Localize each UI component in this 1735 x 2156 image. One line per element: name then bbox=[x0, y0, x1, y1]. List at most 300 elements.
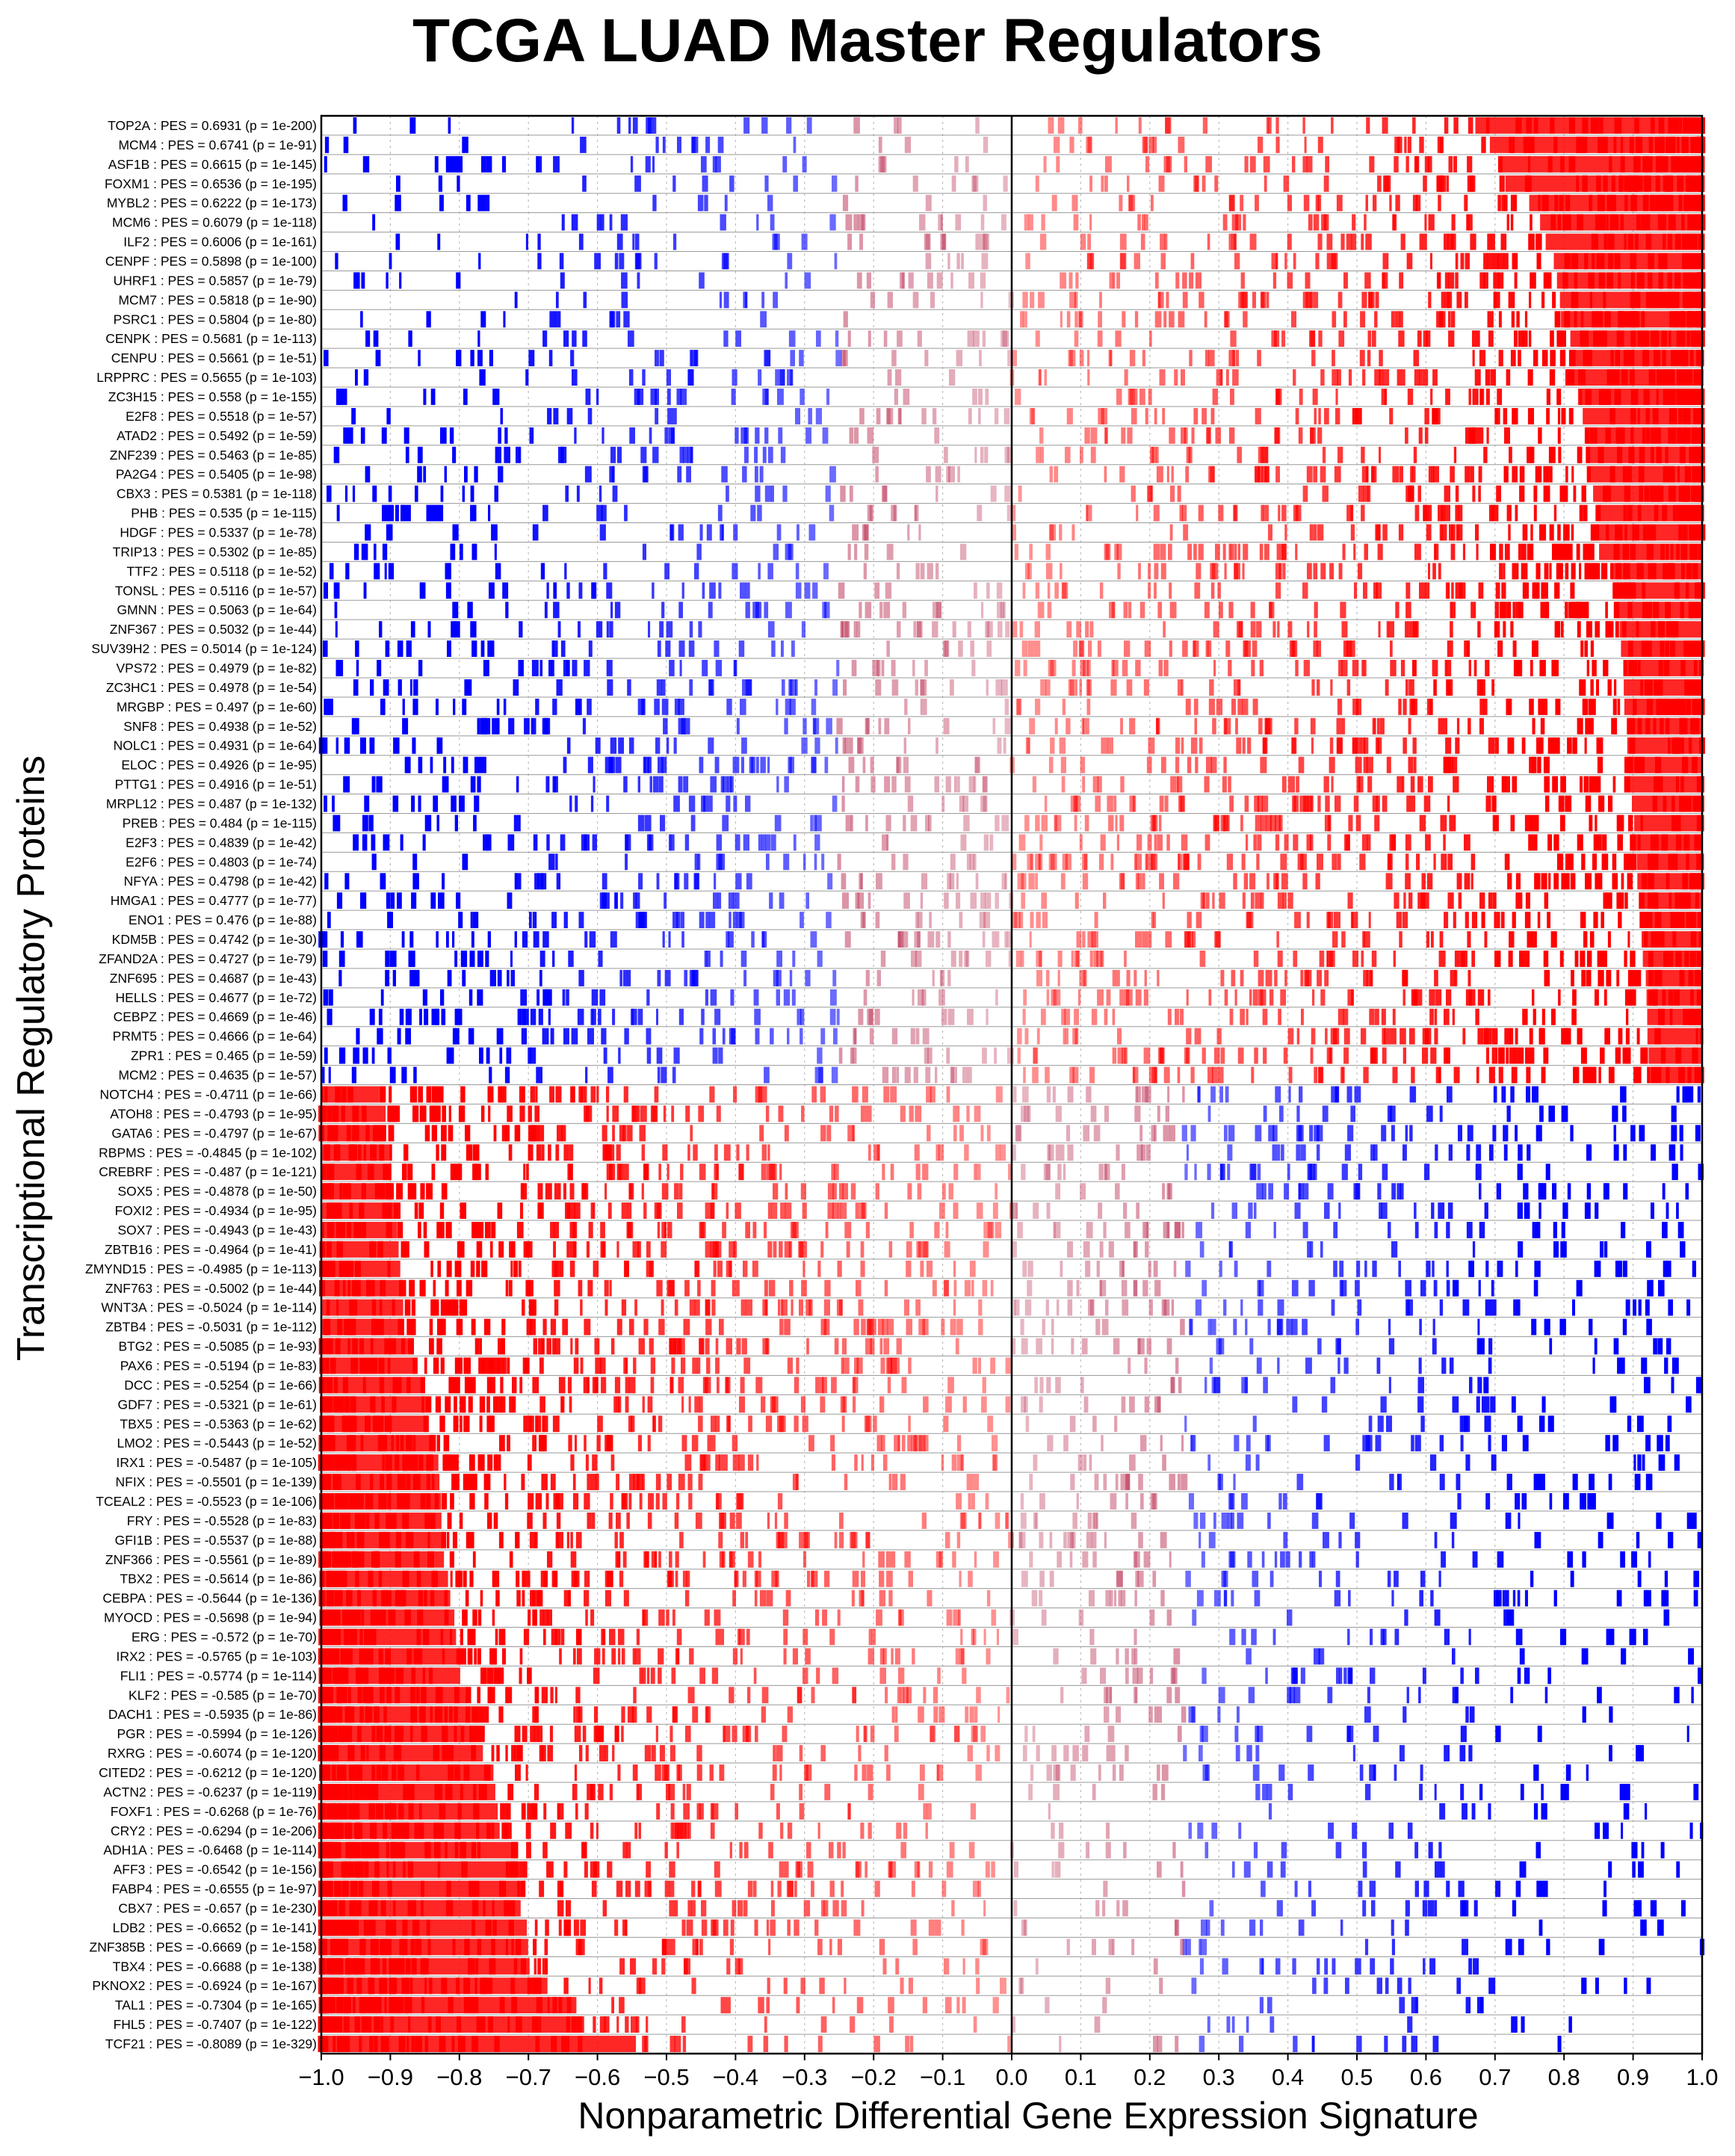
target-tick bbox=[462, 970, 466, 986]
enrichment-band bbox=[1640, 912, 1702, 928]
target-tick bbox=[864, 563, 867, 579]
target-tick bbox=[1530, 1028, 1533, 1045]
target-tick bbox=[790, 970, 792, 986]
target-tick bbox=[1505, 776, 1510, 793]
target-tick bbox=[481, 1105, 485, 1122]
target-tick bbox=[674, 738, 677, 754]
target-tick bbox=[1104, 1009, 1108, 1025]
target-tick bbox=[1258, 137, 1263, 153]
target-tick bbox=[942, 234, 945, 250]
target-tick bbox=[362, 815, 368, 832]
target-tick bbox=[1267, 873, 1269, 889]
target-tick bbox=[1486, 1048, 1489, 1064]
target-tick bbox=[1577, 602, 1582, 618]
target-tick bbox=[1455, 951, 1459, 967]
target-tick bbox=[1131, 486, 1136, 502]
target-tick bbox=[995, 815, 999, 832]
target-tick bbox=[1467, 931, 1470, 948]
target-tick bbox=[908, 718, 911, 735]
target-tick bbox=[1486, 1028, 1492, 1045]
target-tick bbox=[1429, 214, 1435, 231]
target-tick bbox=[522, 1087, 524, 1103]
target-tick bbox=[1266, 970, 1272, 986]
target-tick bbox=[330, 563, 334, 579]
target-tick bbox=[547, 408, 551, 424]
target-tick bbox=[1226, 369, 1229, 386]
target-tick bbox=[903, 892, 910, 909]
target-tick bbox=[1133, 1067, 1135, 1084]
target-tick bbox=[632, 234, 634, 250]
target-tick bbox=[383, 834, 390, 850]
target-tick bbox=[457, 176, 460, 192]
target-tick bbox=[1048, 582, 1051, 599]
target-tick bbox=[1447, 291, 1453, 308]
target-tick bbox=[624, 505, 628, 522]
target-tick bbox=[1395, 602, 1399, 618]
target-tick bbox=[1532, 1087, 1538, 1103]
target-tick bbox=[926, 253, 932, 270]
target-tick bbox=[741, 738, 747, 754]
target-tick bbox=[995, 679, 1002, 696]
target-tick bbox=[1110, 679, 1116, 696]
target-tick bbox=[371, 834, 376, 850]
target-tick bbox=[1397, 137, 1402, 153]
target-tick bbox=[1494, 1087, 1497, 1103]
enrichment-band bbox=[1621, 640, 1702, 657]
target-tick bbox=[1061, 1009, 1066, 1025]
target-tick bbox=[1440, 525, 1443, 541]
target-tick bbox=[816, 408, 822, 424]
target-tick bbox=[557, 873, 560, 889]
target-tick bbox=[1398, 330, 1404, 347]
target-tick bbox=[1581, 1048, 1587, 1064]
target-tick bbox=[1536, 738, 1542, 754]
target-tick bbox=[805, 970, 810, 986]
target-tick bbox=[944, 447, 948, 463]
target-tick bbox=[324, 350, 329, 366]
target-tick bbox=[1497, 389, 1502, 405]
target-tick bbox=[1598, 834, 1602, 850]
target-tick bbox=[1284, 525, 1287, 541]
target-tick bbox=[646, 1028, 652, 1045]
target-tick bbox=[1539, 660, 1546, 676]
target-tick bbox=[1313, 466, 1317, 483]
target-tick bbox=[1352, 699, 1358, 715]
target-tick bbox=[1407, 253, 1413, 270]
target-tick bbox=[1587, 660, 1589, 676]
target-tick bbox=[1196, 563, 1201, 579]
target-tick bbox=[649, 834, 654, 850]
target-tick bbox=[1424, 892, 1429, 909]
target-tick bbox=[933, 408, 936, 424]
target-tick bbox=[441, 1125, 447, 1141]
target-tick bbox=[412, 738, 415, 754]
target-tick bbox=[1636, 970, 1641, 986]
target-tick bbox=[1124, 602, 1128, 618]
target-tick bbox=[1507, 1105, 1511, 1122]
target-tick bbox=[1524, 563, 1527, 579]
target-tick bbox=[1451, 525, 1456, 541]
target-tick bbox=[1536, 1125, 1542, 1141]
target-tick bbox=[671, 1105, 674, 1122]
target-tick bbox=[389, 253, 392, 270]
target-tick bbox=[1352, 660, 1359, 676]
target-tick bbox=[1041, 214, 1045, 231]
target-tick bbox=[993, 718, 996, 735]
target-tick bbox=[957, 776, 960, 793]
target-tick bbox=[680, 660, 682, 676]
target-tick bbox=[446, 156, 452, 173]
target-tick bbox=[903, 815, 906, 832]
target-tick bbox=[1199, 738, 1203, 754]
target-tick bbox=[1476, 544, 1479, 560]
target-tick bbox=[1042, 912, 1048, 928]
target-tick bbox=[1046, 970, 1050, 986]
target-tick bbox=[932, 621, 938, 637]
target-tick bbox=[1544, 951, 1549, 967]
target-tick bbox=[760, 311, 767, 327]
target-tick bbox=[431, 389, 436, 405]
enrichment-band bbox=[1572, 350, 1702, 366]
target-tick bbox=[1149, 1067, 1152, 1084]
target-tick bbox=[870, 776, 875, 793]
target-tick bbox=[865, 1105, 872, 1122]
target-tick bbox=[1317, 427, 1322, 444]
target-tick bbox=[1288, 621, 1293, 637]
target-tick bbox=[761, 931, 767, 948]
target-tick bbox=[1408, 137, 1411, 153]
target-tick bbox=[1435, 1009, 1438, 1025]
target-tick bbox=[883, 1087, 889, 1103]
target-tick bbox=[624, 1028, 628, 1045]
target-tick bbox=[847, 1125, 854, 1141]
target-tick bbox=[1332, 776, 1334, 793]
target-tick bbox=[545, 602, 548, 618]
target-tick bbox=[664, 563, 669, 579]
target-tick bbox=[1577, 718, 1583, 735]
target-tick bbox=[680, 912, 684, 928]
target-tick bbox=[1444, 1009, 1450, 1025]
target-tick bbox=[1603, 660, 1608, 676]
target-tick bbox=[996, 931, 999, 948]
target-tick bbox=[811, 757, 816, 773]
target-tick bbox=[1414, 544, 1421, 560]
target-tick bbox=[1577, 834, 1583, 850]
target-tick bbox=[1095, 931, 1098, 948]
target-tick bbox=[1608, 679, 1612, 696]
target-tick bbox=[950, 853, 956, 870]
target-tick bbox=[354, 718, 359, 735]
target-tick bbox=[1080, 660, 1086, 676]
target-tick bbox=[474, 757, 481, 773]
target-tick bbox=[1633, 1067, 1639, 1084]
target-tick bbox=[1057, 989, 1061, 1006]
target-tick bbox=[702, 582, 705, 599]
target-tick bbox=[1494, 291, 1497, 308]
target-tick bbox=[673, 234, 676, 250]
target-tick bbox=[1002, 873, 1006, 889]
target-tick bbox=[1124, 951, 1127, 967]
target-tick bbox=[1358, 776, 1364, 793]
target-tick bbox=[1117, 1028, 1122, 1045]
target-tick bbox=[351, 408, 356, 424]
target-tick bbox=[803, 853, 805, 870]
target-tick bbox=[1139, 389, 1145, 405]
target-tick bbox=[770, 1028, 774, 1045]
target-tick bbox=[1565, 563, 1569, 579]
target-tick bbox=[1101, 408, 1107, 424]
target-tick bbox=[790, 369, 793, 386]
target-tick bbox=[663, 137, 666, 153]
target-tick bbox=[1367, 757, 1373, 773]
target-tick bbox=[868, 330, 871, 347]
target-tick bbox=[1178, 1067, 1181, 1084]
target-tick bbox=[560, 272, 565, 288]
target-tick bbox=[1488, 892, 1493, 909]
target-tick bbox=[453, 1028, 456, 1045]
target-tick bbox=[835, 253, 838, 270]
target-tick bbox=[474, 466, 477, 483]
target-tick bbox=[1695, 1125, 1701, 1141]
target-tick bbox=[1116, 389, 1122, 405]
target-tick bbox=[339, 1048, 345, 1064]
target-tick bbox=[1378, 544, 1383, 560]
target-tick bbox=[1604, 989, 1607, 1006]
target-tick bbox=[1623, 1144, 1627, 1161]
target-tick bbox=[1375, 525, 1380, 541]
target-tick bbox=[777, 525, 782, 541]
target-tick bbox=[674, 1048, 680, 1064]
target-tick bbox=[1409, 796, 1416, 812]
target-tick bbox=[1251, 1067, 1254, 1084]
target-tick bbox=[670, 834, 675, 850]
target-tick bbox=[1243, 892, 1246, 909]
target-tick bbox=[1461, 253, 1465, 270]
target-tick bbox=[707, 525, 712, 541]
target-tick bbox=[1101, 738, 1107, 754]
target-tick bbox=[737, 718, 740, 735]
target-tick bbox=[1074, 214, 1079, 231]
target-tick bbox=[925, 1067, 930, 1084]
target-tick bbox=[981, 214, 985, 231]
target-tick bbox=[1547, 389, 1550, 405]
target-tick bbox=[816, 330, 821, 347]
target-tick bbox=[1320, 466, 1326, 483]
target-tick bbox=[1178, 853, 1180, 870]
target-tick bbox=[1346, 234, 1352, 250]
target-tick bbox=[1018, 873, 1024, 889]
target-tick bbox=[1382, 272, 1388, 288]
target-tick bbox=[1342, 621, 1348, 637]
target-tick bbox=[1509, 1048, 1515, 1064]
target-tick bbox=[1496, 582, 1500, 599]
target-tick bbox=[607, 679, 613, 696]
target-tick bbox=[690, 621, 693, 637]
target-tick bbox=[826, 389, 829, 405]
target-tick bbox=[353, 272, 360, 288]
target-tick bbox=[607, 660, 613, 676]
target-tick bbox=[1311, 679, 1314, 696]
target-tick bbox=[413, 679, 418, 696]
target-tick bbox=[720, 214, 726, 231]
target-tick bbox=[1305, 137, 1307, 153]
target-tick bbox=[1119, 195, 1122, 211]
target-tick bbox=[418, 660, 422, 676]
target-tick bbox=[981, 1125, 984, 1141]
target-tick bbox=[1581, 970, 1584, 986]
target-tick bbox=[1548, 873, 1550, 889]
target-tick bbox=[1211, 582, 1215, 599]
target-tick bbox=[647, 1048, 652, 1064]
target-tick bbox=[1351, 525, 1355, 541]
target-tick bbox=[797, 525, 800, 541]
target-tick bbox=[1470, 602, 1476, 618]
target-tick bbox=[678, 602, 683, 618]
target-tick bbox=[638, 815, 644, 832]
target-tick bbox=[1154, 563, 1159, 579]
target-tick bbox=[891, 853, 895, 870]
target-tick bbox=[1471, 951, 1475, 967]
target-tick bbox=[972, 389, 977, 405]
target-tick bbox=[980, 912, 986, 928]
target-tick bbox=[1518, 330, 1524, 347]
target-tick bbox=[850, 1048, 854, 1064]
target-tick bbox=[1622, 1105, 1627, 1122]
target-tick bbox=[1447, 853, 1453, 870]
target-tick bbox=[385, 563, 387, 579]
target-tick bbox=[525, 369, 528, 386]
target-tick bbox=[1026, 738, 1030, 754]
target-tick bbox=[1494, 912, 1500, 928]
target-tick bbox=[1170, 776, 1176, 793]
target-tick bbox=[532, 660, 539, 676]
target-tick bbox=[619, 253, 624, 270]
target-tick bbox=[1235, 718, 1238, 735]
target-tick bbox=[1501, 912, 1505, 928]
target-tick bbox=[1053, 1087, 1056, 1103]
target-tick bbox=[374, 563, 380, 579]
target-tick bbox=[1560, 544, 1565, 560]
target-tick bbox=[1358, 563, 1362, 579]
target-tick bbox=[324, 989, 328, 1006]
target-tick bbox=[1153, 912, 1156, 928]
target-tick bbox=[1018, 486, 1022, 502]
target-tick bbox=[1029, 544, 1033, 560]
target-tick bbox=[569, 1144, 574, 1161]
target-tick bbox=[1418, 486, 1422, 502]
target-tick bbox=[1338, 291, 1343, 308]
target-tick bbox=[914, 931, 921, 948]
target-tick bbox=[1397, 912, 1402, 928]
target-tick bbox=[973, 330, 980, 347]
target-tick bbox=[689, 679, 693, 696]
target-tick bbox=[1434, 1028, 1438, 1045]
target-tick bbox=[364, 796, 369, 812]
target-tick bbox=[1016, 1125, 1022, 1141]
target-tick bbox=[973, 176, 978, 192]
target-tick bbox=[1125, 369, 1128, 386]
target-tick bbox=[1651, 1144, 1656, 1161]
target-tick bbox=[1561, 776, 1566, 793]
target-tick bbox=[1610, 563, 1613, 579]
target-tick bbox=[1362, 931, 1365, 948]
target-tick bbox=[1580, 1028, 1583, 1045]
target-tick bbox=[372, 214, 375, 231]
target-tick bbox=[361, 272, 365, 288]
target-tick bbox=[754, 989, 759, 1006]
target-tick bbox=[636, 253, 640, 270]
target-tick bbox=[1669, 1144, 1676, 1161]
target-tick bbox=[1422, 873, 1426, 889]
target-tick bbox=[1609, 621, 1614, 637]
target-tick bbox=[1361, 447, 1364, 463]
target-tick bbox=[1541, 873, 1547, 889]
target-tick bbox=[986, 1009, 988, 1025]
target-tick bbox=[536, 1144, 541, 1161]
target-tick bbox=[1403, 699, 1407, 715]
target-tick bbox=[440, 989, 444, 1006]
target-tick bbox=[1530, 272, 1536, 288]
target-tick bbox=[1212, 718, 1216, 735]
target-tick bbox=[1519, 486, 1524, 502]
target-tick bbox=[1493, 892, 1497, 909]
target-tick bbox=[615, 757, 621, 773]
target-tick bbox=[1181, 738, 1184, 754]
target-tick bbox=[1590, 699, 1595, 715]
target-tick bbox=[1624, 892, 1627, 909]
target-tick bbox=[1244, 640, 1251, 657]
target-tick bbox=[1381, 1125, 1386, 1141]
target-tick bbox=[1116, 1144, 1119, 1161]
target-tick bbox=[1204, 602, 1210, 618]
target-tick bbox=[1454, 447, 1456, 463]
target-tick bbox=[1630, 989, 1636, 1006]
target-tick bbox=[1555, 699, 1560, 715]
target-tick bbox=[941, 1009, 947, 1025]
target-tick bbox=[760, 757, 766, 773]
target-tick bbox=[1327, 951, 1333, 967]
target-tick bbox=[1492, 1125, 1496, 1141]
target-tick bbox=[607, 1067, 613, 1084]
target-tick bbox=[1351, 234, 1356, 250]
target-tick bbox=[1589, 815, 1592, 832]
target-tick bbox=[1399, 931, 1402, 948]
target-tick bbox=[1532, 989, 1534, 1006]
target-tick bbox=[1343, 1048, 1349, 1064]
target-tick bbox=[852, 1087, 859, 1103]
target-tick bbox=[716, 660, 722, 676]
target-tick bbox=[411, 796, 415, 812]
target-tick bbox=[936, 602, 941, 618]
target-tick bbox=[1231, 970, 1236, 986]
target-tick bbox=[733, 892, 740, 909]
target-tick bbox=[1201, 892, 1205, 909]
target-tick bbox=[515, 873, 518, 889]
target-tick bbox=[1311, 738, 1314, 754]
target-tick bbox=[376, 350, 381, 366]
target-tick bbox=[755, 1087, 761, 1103]
target-tick bbox=[974, 757, 980, 773]
target-tick bbox=[1405, 679, 1408, 696]
target-tick bbox=[551, 912, 557, 928]
target-tick bbox=[1312, 989, 1314, 1006]
target-tick bbox=[1230, 330, 1236, 347]
target-tick bbox=[1508, 602, 1512, 618]
target-tick bbox=[805, 272, 811, 288]
target-tick bbox=[962, 1067, 968, 1084]
target-tick bbox=[946, 776, 951, 793]
target-tick bbox=[1492, 1048, 1498, 1064]
